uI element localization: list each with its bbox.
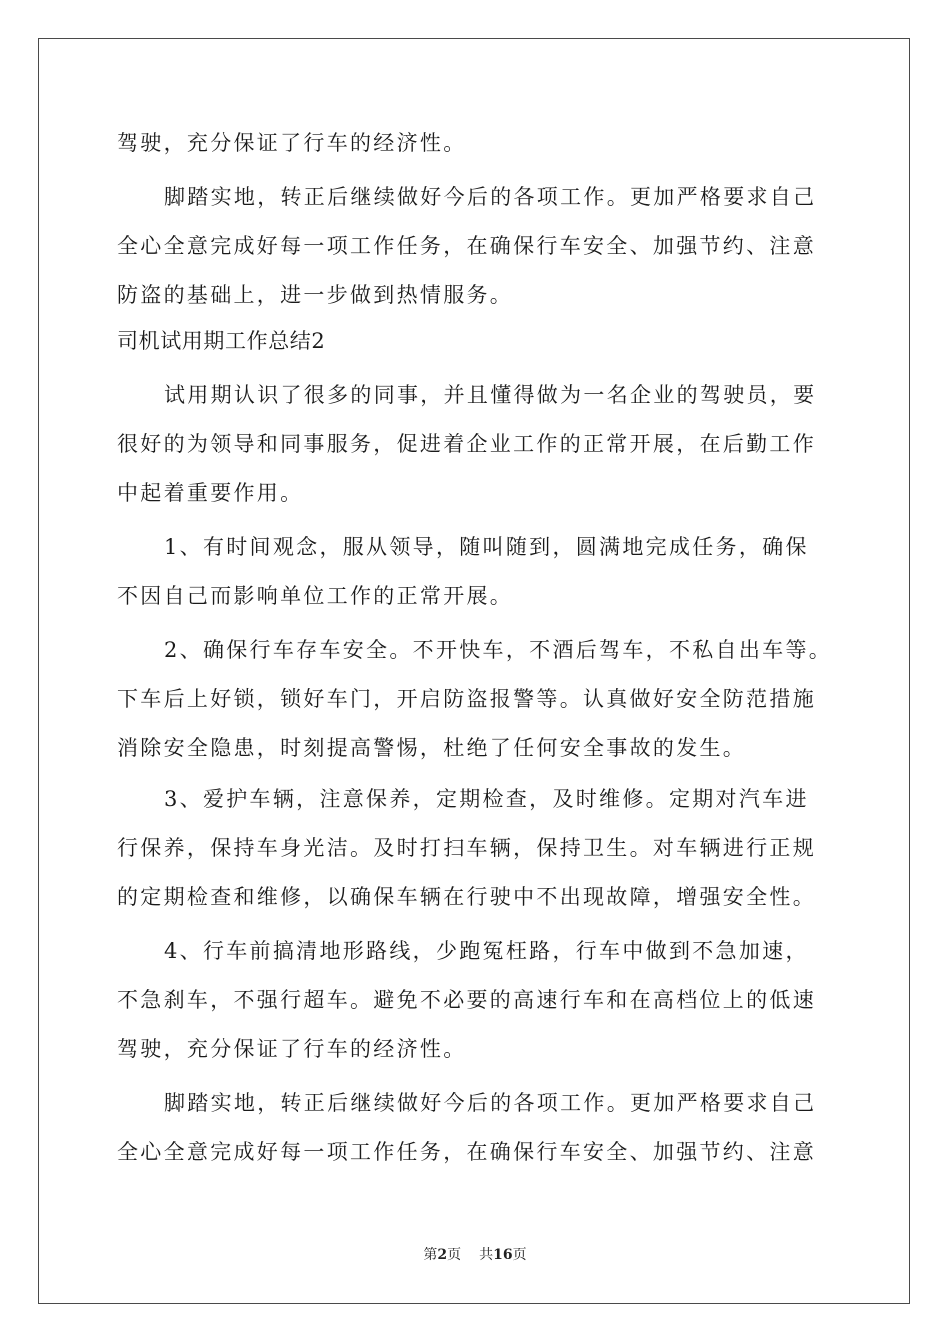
text-line: 脚踏实地，转正后继续做好今后的各项工作。更加严格要求自己	[164, 1091, 817, 1115]
total-pages: 16	[493, 1247, 513, 1263]
page-number: 2	[437, 1247, 448, 1263]
text-line: 中起着重要作用。	[117, 481, 304, 505]
text-line: 下车后上好锁，锁好车门，开启防盗报警等。认真做好安全防范措施	[117, 687, 816, 711]
section-heading: 司机试用期工作总结2	[117, 329, 326, 353]
total-label-prefix: 共	[479, 1247, 494, 1263]
page-label-prefix: 第	[423, 1247, 438, 1263]
text-line: 消除安全隐患，时刻提高警惕，杜绝了任何安全事故的发生。	[117, 736, 747, 760]
text-line: 脚踏实地，转正后继续做好今后的各项工作。更加严格要求自己	[164, 185, 817, 209]
total-label-suffix: 页	[512, 1247, 527, 1263]
text-line: 不急刹车，不强行超车。避免不必要的高速行车和在高档位上的低速	[117, 988, 816, 1012]
text-line: 3、爱护车辆，注意保养，定期检查，及时维修。定期对汽车进	[164, 787, 809, 811]
text-line: 2、确保行车存车安全。不开快车，不酒后驾车，不私自出车等。	[164, 638, 833, 662]
text-line: 行保养，保持车身光洁。及时打扫车辆，保持卫生。对车辆进行正规	[117, 836, 816, 860]
text-line: 全心全意完成好每一项工作任务，在确保行车安全、加强节约、注意	[117, 234, 816, 258]
page-label-suffix: 页	[447, 1247, 462, 1263]
text-line: 4、行车前搞清地形路线，少跑冤枉路，行车中做到不急加速，	[164, 939, 809, 963]
page-footer	[0, 1245, 950, 1265]
text-line: 的定期检查和维修，以确保车辆在行驶中不出现故障，增强安全性。	[117, 885, 816, 909]
text-line: 1、有时间观念，服从领导，随叫随到，圆满地完成任务，确保	[164, 535, 809, 559]
text-line: 全心全意完成好每一项工作任务，在确保行车安全、加强节约、注意	[117, 1140, 816, 1164]
text-line: 试用期认识了很多的同事，并且懂得做为一名企业的驾驶员，要	[164, 383, 817, 407]
text-line: 不因自己而影响单位工作的正常开展。	[117, 584, 514, 608]
text-line: 驾驶，充分保证了行车的经济性。	[117, 131, 467, 155]
text-line: 很好的为领导和同事服务，促进着企业工作的正常开展，在后勤工作	[117, 432, 816, 456]
text-line: 驾驶，充分保证了行车的经济性。	[117, 1037, 467, 1061]
text-line: 防盗的基础上，进一步做到热情服务。	[117, 283, 514, 307]
